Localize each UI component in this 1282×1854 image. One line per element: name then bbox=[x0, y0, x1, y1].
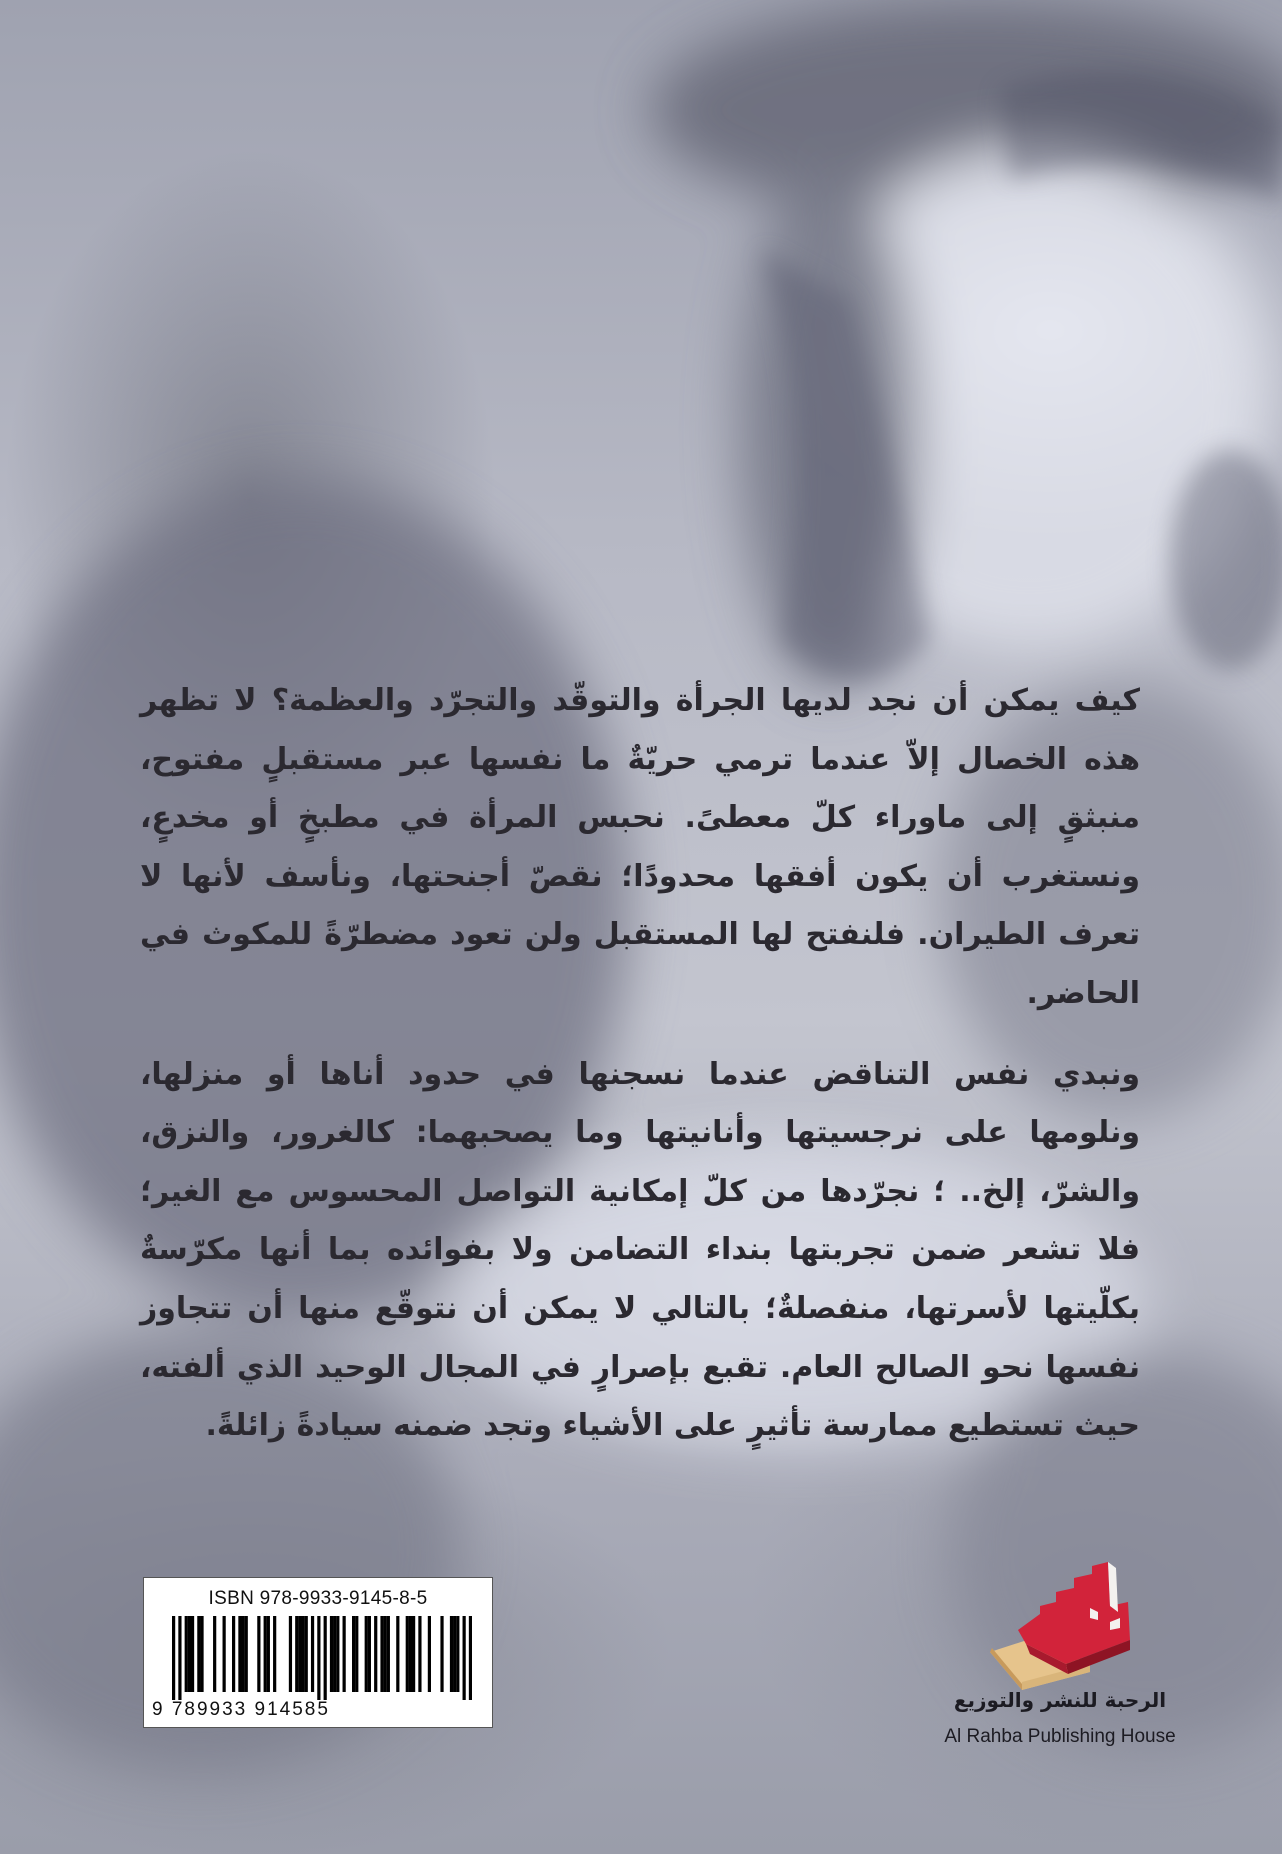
barcode-bar bbox=[333, 1616, 336, 1692]
barcode-bar bbox=[238, 1616, 241, 1692]
barcode-bar bbox=[456, 1616, 459, 1692]
barcode-bar bbox=[213, 1616, 216, 1692]
barcode-bar bbox=[463, 1616, 466, 1700]
barcode-bar bbox=[264, 1616, 267, 1692]
barcode-bar bbox=[374, 1616, 377, 1692]
barcode-bar bbox=[412, 1616, 415, 1692]
barcode-bar bbox=[273, 1616, 276, 1692]
publisher-name-english: Al Rahba Publishing House bbox=[944, 1726, 1176, 1747]
barcode-bar bbox=[368, 1616, 371, 1692]
barcode-bar bbox=[450, 1616, 453, 1692]
barcode-bar bbox=[365, 1616, 368, 1692]
barcode-bar bbox=[197, 1616, 200, 1692]
barcode-bar bbox=[172, 1616, 175, 1700]
barcode-bar bbox=[188, 1616, 191, 1692]
barcode-bar bbox=[200, 1616, 203, 1692]
barcode-bar bbox=[330, 1616, 333, 1692]
barcode-bar bbox=[387, 1616, 390, 1692]
barcode-bar bbox=[336, 1616, 339, 1692]
barcode-bar bbox=[305, 1616, 308, 1692]
isbn-number: ISBN 978-9933-9145-8-5 bbox=[208, 1588, 428, 1609]
barcode-bar bbox=[301, 1616, 304, 1692]
barcode-bar bbox=[440, 1616, 443, 1692]
barcode-bar bbox=[355, 1616, 358, 1692]
barcode-bar bbox=[317, 1616, 320, 1700]
barcode-bar bbox=[185, 1616, 188, 1692]
barcode-bar bbox=[469, 1616, 472, 1700]
barcode-bar bbox=[311, 1616, 314, 1692]
barcode-bar bbox=[178, 1616, 181, 1700]
publisher-name-arabic: الرحبة للنشر والتوزيع bbox=[953, 1688, 1167, 1712]
barcode-bar bbox=[343, 1616, 346, 1692]
book-logo-icon bbox=[970, 1560, 1150, 1690]
blurb-paragraph-2: ونبدي نفس التناقض عندما نسجنها في حدود أناها أو منزلها، ونلومها على نرجسيتها وأنانيتها وما يصحبهما: كالغرور، والنزق، والشرّ، إلخ.. ؛ نجرّدها من كلّ إمكانية التواصل المحسوس مع الغير؛ فلا تشعر ضمن تجربتها بنداء التضامن ولا بفوائده بما أنها مكرّسةٌ بكلّيتها لأسرتها، منفصلةٌ؛ بالتالي لا يمكن أن نتوقّع منها أن تتجاوز نفسها نحو الصالح العام. تقبع بإصرارٍ في المجال الوحيد الذي ألفته، حيث تستطيع ممارسة تأثيرٍ على الأشياء وتجد ضمنه سيادةً زائلةً. bbox=[140, 1056, 1140, 1444]
barcode-bar bbox=[409, 1616, 412, 1692]
barcode-bar bbox=[428, 1616, 431, 1692]
barcode-bar bbox=[352, 1616, 355, 1692]
barcode-bar bbox=[298, 1616, 301, 1692]
barcode-bar bbox=[245, 1616, 248, 1692]
barcode-digits: 9 789933 914585 bbox=[152, 1699, 330, 1720]
barcode-bar bbox=[191, 1616, 194, 1692]
barcode-bar bbox=[289, 1616, 292, 1692]
barcode-bar bbox=[396, 1616, 399, 1692]
barcode-bar bbox=[380, 1616, 383, 1692]
barcode-bar bbox=[257, 1616, 260, 1692]
barcode-bar bbox=[418, 1616, 421, 1692]
isbn-barcode-box bbox=[143, 1577, 493, 1728]
publisher-block bbox=[930, 1560, 1190, 1760]
barcode-bar bbox=[324, 1616, 327, 1700]
barcode bbox=[172, 1616, 472, 1700]
barcode-bar bbox=[384, 1616, 387, 1692]
barcode-bar bbox=[406, 1616, 409, 1692]
back-cover-blurb bbox=[140, 672, 1140, 1478]
barcode-bar bbox=[453, 1616, 456, 1692]
barcode-bar bbox=[232, 1616, 235, 1692]
barcode-bar bbox=[241, 1616, 244, 1692]
barcode-bar bbox=[223, 1616, 226, 1692]
barcode-bar bbox=[267, 1616, 270, 1692]
blurb-paragraph-1: كيف يمكن أن نجد لديها الجرأة والتوقّد والتجرّد والعظمة؟ لا تظهر هذه الخصال إلاّ عندما ترمي حريّةٌ ما نفسها عبر مستقبلٍ مفتوح، منبثقٍ إلى ماوراء كلّ معطىً. نحبس المرأة في مطبخٍ أو مخدعٍ، ونستغرب أن يكون أفقها محدودًا؛ نقصّ أجنحتها، ونأسف لأنها لا تعرف الطيران. فلنفتح لها المستقبل ولن تعود مضطرّةً للمكوث في الحاضر. bbox=[140, 683, 1140, 1011]
barcode-bar bbox=[295, 1616, 298, 1692]
